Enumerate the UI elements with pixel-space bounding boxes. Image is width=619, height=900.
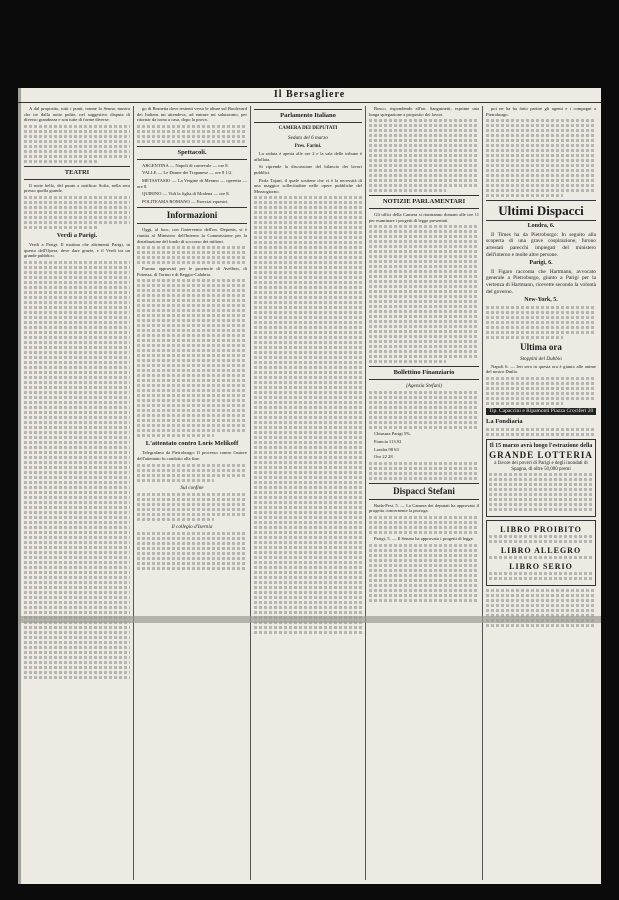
column-rule	[482, 106, 483, 880]
column-2	[137, 106, 247, 880]
page-fold	[18, 616, 601, 623]
dispatch-dateline: Londra, 6.	[527, 223, 555, 230]
paragraph: La seduta è aperta alle ore 2 e la sala delle tribune è affollata.	[254, 151, 362, 162]
paragraph: poi ne ha ha fatto partire gli agenti e i compagni a Pietroburgo.	[486, 106, 596, 117]
section-heading-notizie: NOTIZIE PARLAMENTARI	[369, 195, 479, 209]
paragraph: Il Figaro racconta che Hartmann, avvocato generale a Pietroburgo, giunto a Parigi per la vertenza di Hartmann, ricevette secondo la volontà del governo.	[486, 268, 596, 295]
column-3	[254, 106, 362, 880]
paragraph: Napoli 6. — Ieri sera in questa ora è giunto alle anime del nostro Duilio.	[486, 363, 596, 375]
ad-lotteria-title: GRANDE LOTTERIA	[489, 449, 593, 460]
quote-row: Chiusura Parigi 5%.	[374, 431, 412, 437]
ad-lotteria-sub: a favore dei poveri di Parigi e degli inondati di Spagna, di oltre 50,000 premi	[494, 460, 588, 472]
dispatch-dateline: Parigi, 6.	[529, 260, 553, 267]
ad-intro: Il 15 marzo avrà luogo l'estrazione della	[489, 442, 593, 449]
lottery-advertisement	[486, 439, 596, 517]
subheading-camera: CAMERA DEI DEPUTATI	[278, 126, 338, 131]
show-listing: VALLE — Le Donne dei Trapanese — ore 8 1/2.	[142, 170, 233, 176]
section-heading-collegio: Il collegio d'Isernia	[171, 523, 213, 530]
paragraph: go di Brunetta dove restenti verso le alture sul Boulevard dei Italiens mi attendeva, ad entrare mi salutavano, per ritornar da torna a casa, dopo la prova.	[137, 106, 247, 123]
section-heading-ultimi-dispacci: Ultimi Dispacci	[486, 200, 596, 221]
bollettino-source: (Agenzia Stefani)	[406, 383, 442, 390]
seduta-date: Seduta del 6 marzo	[288, 134, 328, 141]
dispatch-dateline: New-York, 5.	[524, 297, 558, 304]
column-rule	[133, 106, 134, 880]
paragraph: Telegrafano da Pietroburgo: Il processo contro l'autore dell'attentato fu condotto alla fine.	[137, 450, 247, 461]
ad-fondiaria: La Fondiaria	[486, 417, 523, 425]
quote-row: Londra 98 63	[374, 446, 399, 452]
presidente: Pres. Farini.	[294, 143, 322, 149]
paragraph: Il Times ha da Pietroburgo: In seguito alla scoperta di una grave cospirazione, furono arrestati parecchi impiegati del ministero dell'interno e molte altre persone.	[486, 231, 596, 258]
section-heading-dispacci-stefani: Dispacci Stefani	[369, 483, 479, 500]
column-rule	[365, 106, 366, 880]
show-listing: POLITEAMA ROMANO — Esercizi equestri.	[142, 198, 229, 204]
show-listing: QUIRINO — Vidi la figlia di Modena — ore 8.	[142, 191, 230, 197]
paragraph: Oggi, al loco, con l'intervento dell'on. Depretis, si è riunita al Ministero dell'Interno la Commissione per la distribuzione del fondo di soccorso dei milioni.	[137, 227, 247, 244]
page-edge-shadow	[18, 88, 21, 884]
show-listing: ARGENTINA — Napoli di carnevale — ore 8.	[142, 162, 229, 168]
column-4	[369, 106, 479, 880]
section-heading-teatri: TEATRI	[24, 166, 130, 180]
section-heading-ultima-ora: Ultima ora	[520, 341, 562, 352]
section-heading-loris: L'attentato contro Loris Melikoff	[145, 440, 239, 448]
show-listing: METASTASIO — La Vergine di Merano — operetta — ore 8.	[137, 177, 247, 189]
printer-imprint: Tip. Capaccini e Ripamonti Piazza Crociferi 20	[486, 408, 596, 415]
quote-row: Oro 22 28	[374, 454, 393, 460]
paragraph: Buda-Pest, 5. — La Camera dei deputati ha approvato il progetto concernente la proroga.	[369, 502, 479, 514]
ad-libro-proibito: LIBRO PROIBITO	[500, 524, 582, 534]
column-1	[24, 106, 130, 880]
ultima-ora-sub: Stoppini del Dubbio	[520, 355, 562, 362]
quote-row: Francia 113,92	[374, 438, 402, 444]
section-heading-bollettino: Bollettino Finanziario	[369, 366, 479, 380]
section-heading-informazioni: Informazioni	[137, 207, 247, 224]
column-rule	[250, 106, 251, 880]
paragraph: Verdi a Parigi. Il mattina che altrimenti Parigi, in questo dell'Opera, deve dare grazie, e il Verdi tra un grande pubblico.	[24, 241, 130, 259]
paragraph: Furono approvati per le provincie di Avellino, di Potenza, di Torino e di Reggio-Calabria.	[137, 266, 247, 277]
paragraph: A dal proposito, tutti i punti, tranne la Senna, mostra che tre dalla notte pulite, nel suggestivo disputa di diverso grandezza e son tutte di forme diverse.	[24, 106, 130, 123]
masthead: Il Bersagliere	[18, 88, 601, 103]
section-heading-parlamento: Parlamento Italiano	[254, 109, 362, 123]
book-advertisement	[486, 520, 596, 586]
paragraph: Si riprende la discussione del bilancio dei lavori pubblici.	[254, 164, 362, 175]
newspaper-page	[18, 88, 601, 884]
ad-libro-serio: LIBRO SERIO	[509, 561, 573, 571]
section-heading-spettacoli: Spettacoli.	[137, 146, 247, 160]
ad-libro-allegro: LIBRO ALLEGRO	[500, 545, 582, 555]
section-heading-sul-confine: Sul confine	[180, 484, 204, 491]
paragraph: Parigi, 5. — Il Senato ha approvato i progetti di legge.	[374, 535, 474, 541]
column-5	[486, 106, 596, 880]
paragraph: Gli uffici della Camera si riuniranno domani alle ore 11 per esaminare i progetti di legge presentati.	[369, 212, 479, 223]
paragraph: Bosco, rispondendo all'on. Sanguinetti, esprime una lunga spiegazione a proposito dei lavori.	[369, 106, 479, 117]
paragraph: Il notte bello, del punto a notificar Sofia, nella sera presso quella grande.	[24, 182, 130, 194]
paragraph: Parla Tajani, il quale sostiene che vi è la necessità di una maggior sollecitudine nelle opere pubbliche del Mezzogiorno.	[254, 177, 362, 194]
section-heading-verdi: Verdi a Parigi.	[56, 231, 98, 239]
